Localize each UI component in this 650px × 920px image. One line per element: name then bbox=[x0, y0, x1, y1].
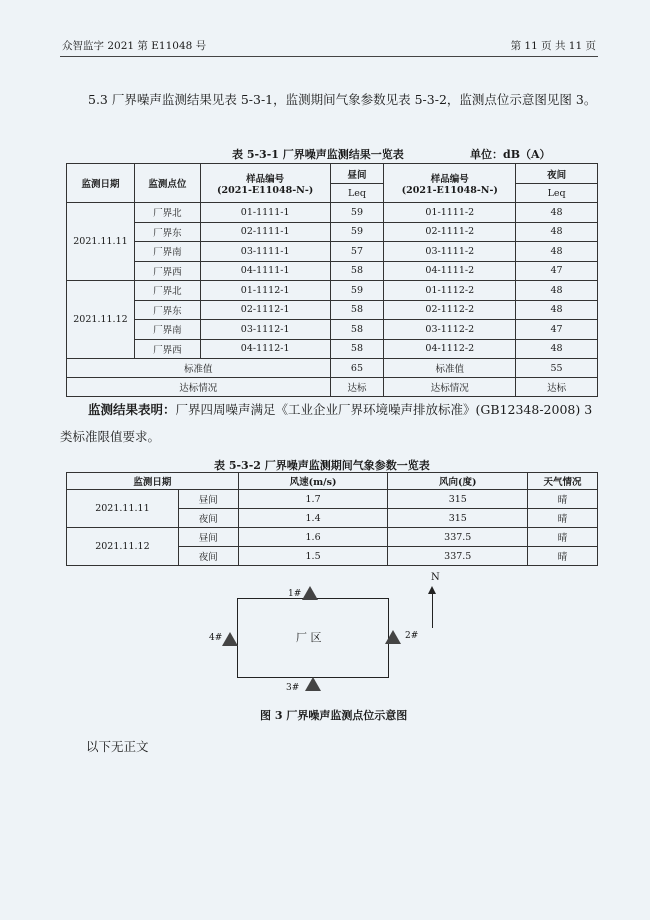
conclusion-paragraph: 监测结果表明：厂界四周噪声满足《工业企业厂界环境噪声排放标准》(GB12348-2008) 3 类标准限值要求。 bbox=[60, 402, 593, 444]
point-1-label: 1# bbox=[288, 589, 302, 599]
sample-night-cell: 02-1112-2 bbox=[384, 300, 516, 320]
area-label: 厂 区 bbox=[296, 631, 322, 644]
point-3-label: 3# bbox=[286, 683, 300, 693]
point-cell: 厂界西 bbox=[134, 339, 200, 359]
sample-night-cell: 03-1111-2 bbox=[384, 242, 516, 262]
point-4-label: 4# bbox=[209, 633, 223, 643]
north-label: N bbox=[431, 572, 440, 583]
night-value-cell: 48 bbox=[516, 300, 598, 320]
sample-day-cell: 03-1111-1 bbox=[200, 242, 330, 262]
wind-speed-cell: 1.7 bbox=[238, 490, 388, 509]
header-sample-night: 样品编号 (2021-E11048-N-) bbox=[384, 164, 516, 203]
period-cell: 夜间 bbox=[178, 547, 238, 566]
night-value-cell: 48 bbox=[516, 242, 598, 262]
table-row bbox=[67, 300, 598, 320]
standard-label: 标准值 bbox=[67, 359, 331, 378]
night-value-cell: 47 bbox=[516, 261, 598, 281]
sample-day-cell: 03-1112-1 bbox=[200, 320, 330, 340]
point-4-marker bbox=[222, 632, 238, 646]
north-arrow-icon bbox=[432, 588, 433, 628]
point-cell: 厂界南 bbox=[134, 320, 200, 340]
weather-date-cell: 2021.11.12 bbox=[67, 528, 179, 566]
point-cell: 厂界东 bbox=[134, 300, 200, 320]
sample-night-cell: 03-1112-2 bbox=[384, 320, 516, 340]
weather-cell: 晴 bbox=[528, 509, 598, 528]
table1-unit: 单位：dB（A） bbox=[470, 148, 551, 161]
figure-caption: 图 3 厂界噪声监测点位示意图 bbox=[260, 709, 408, 722]
period-cell: 昼间 bbox=[178, 528, 238, 547]
north-arrowhead-icon bbox=[428, 586, 436, 594]
weather-date-cell: 2021.11.11 bbox=[67, 490, 179, 528]
day-value-cell: 58 bbox=[330, 320, 384, 340]
wind-dir-cell: 315 bbox=[388, 509, 528, 528]
sample-night-cell: 04-1111-2 bbox=[384, 261, 516, 281]
sample-night-cell: 01-1111-2 bbox=[384, 203, 516, 223]
period-cell: 昼间 bbox=[178, 490, 238, 509]
point-cell: 厂界北 bbox=[134, 203, 200, 223]
point-3-marker bbox=[305, 677, 321, 691]
noise-results-table bbox=[66, 163, 598, 397]
standard-day: 65 bbox=[330, 359, 384, 378]
day-value-cell: 58 bbox=[330, 339, 384, 359]
wind-dir-cell: 337.5 bbox=[388, 547, 528, 566]
sample-night-cell: 01-1112-2 bbox=[384, 281, 516, 301]
header-leq-night: Leq bbox=[516, 184, 598, 203]
weather-cell: 晴 bbox=[528, 547, 598, 566]
header-wind-speed: 风速(m/s) bbox=[238, 473, 388, 490]
standard-label-2: 标准值 bbox=[384, 359, 516, 378]
date-cell: 2021.11.12 bbox=[67, 281, 135, 359]
point-cell: 厂界西 bbox=[134, 261, 200, 281]
sample-night-cell: 02-1111-2 bbox=[384, 222, 516, 242]
table2-caption: 表 5-3-2 厂界噪声监测期间气象参数一览表 bbox=[214, 459, 430, 472]
day-value-cell: 58 bbox=[330, 300, 384, 320]
sample-day-cell: 04-1112-1 bbox=[200, 339, 330, 359]
sample-night-cell: 04-1112-2 bbox=[384, 339, 516, 359]
wind-speed-cell: 1.6 bbox=[238, 528, 388, 547]
weather-table bbox=[66, 472, 598, 566]
point-2-label: 2# bbox=[405, 631, 419, 641]
wind-speed-cell: 1.4 bbox=[238, 509, 388, 528]
date-cell: 2021.11.11 bbox=[67, 203, 135, 281]
weather-cell: 晴 bbox=[528, 528, 598, 547]
intro-paragraph: 5.3 厂界噪声监测结果见表 5-3-1，监测期间气象参数见表 5-3-2，监测点位示意图见图 3。 bbox=[88, 92, 597, 107]
day-value-cell: 58 bbox=[330, 261, 384, 281]
header-point: 监测点位 bbox=[134, 164, 200, 203]
header-sample-day: 样品编号 (2021-E11048-N-) bbox=[200, 164, 330, 203]
header-date: 监测日期 bbox=[67, 164, 135, 203]
status-label: 达标情况 bbox=[67, 378, 331, 397]
table-row bbox=[67, 242, 598, 262]
table-row bbox=[67, 203, 598, 223]
header-leq-day: Leq bbox=[330, 184, 384, 203]
header-night: 夜间 bbox=[516, 164, 598, 184]
table-row bbox=[67, 339, 598, 359]
sample-day-cell: 02-1112-1 bbox=[200, 300, 330, 320]
header-weather: 天气情况 bbox=[528, 473, 598, 490]
point-cell: 厂界南 bbox=[134, 242, 200, 262]
wind-dir-cell: 337.5 bbox=[388, 528, 528, 547]
sample-day-cell: 01-1112-1 bbox=[200, 281, 330, 301]
status-day: 达标 bbox=[330, 378, 384, 397]
table-row bbox=[67, 320, 598, 340]
table-row bbox=[67, 222, 598, 242]
night-value-cell: 48 bbox=[516, 203, 598, 223]
night-value-cell: 47 bbox=[516, 320, 598, 340]
page-number: 第 11 页 共 11 页 bbox=[510, 40, 596, 52]
day-value-cell: 59 bbox=[330, 203, 384, 223]
header-wind-dir: 风向(度) bbox=[388, 473, 528, 490]
page-header bbox=[60, 34, 598, 57]
point-1-marker bbox=[302, 586, 318, 600]
factory-area bbox=[237, 598, 389, 678]
point-cell: 厂界北 bbox=[134, 281, 200, 301]
point-2-marker bbox=[385, 630, 401, 644]
night-value-cell: 48 bbox=[516, 339, 598, 359]
monitoring-point-diagram bbox=[200, 570, 460, 715]
night-value-cell: 48 bbox=[516, 222, 598, 242]
sample-day-cell: 01-1111-1 bbox=[200, 203, 330, 223]
period-cell: 夜间 bbox=[178, 509, 238, 528]
table1-caption: 表 5-3-1 厂界噪声监测结果一览表 bbox=[232, 148, 404, 161]
day-value-cell: 59 bbox=[330, 281, 384, 301]
day-value-cell: 57 bbox=[330, 242, 384, 262]
header-weather-date: 监测日期 bbox=[67, 473, 239, 490]
table-row bbox=[67, 261, 598, 281]
report-number: 众智监字 2021 第 E11048 号 bbox=[62, 40, 207, 52]
status-label-2: 达标情况 bbox=[384, 378, 516, 397]
end-note: 以下无正文 bbox=[86, 739, 149, 754]
table-row bbox=[67, 528, 598, 547]
status-night: 达标 bbox=[516, 378, 598, 397]
point-cell: 厂界东 bbox=[134, 222, 200, 242]
table-row bbox=[67, 281, 598, 301]
sample-day-cell: 04-1111-1 bbox=[200, 261, 330, 281]
night-value-cell: 48 bbox=[516, 281, 598, 301]
header-day: 昼间 bbox=[330, 164, 384, 184]
standard-night: 55 bbox=[516, 359, 598, 378]
table-row bbox=[67, 490, 598, 509]
wind-dir-cell: 315 bbox=[388, 490, 528, 509]
wind-speed-cell: 1.5 bbox=[238, 547, 388, 566]
sample-day-cell: 02-1111-1 bbox=[200, 222, 330, 242]
weather-cell: 晴 bbox=[528, 490, 598, 509]
day-value-cell: 59 bbox=[330, 222, 384, 242]
